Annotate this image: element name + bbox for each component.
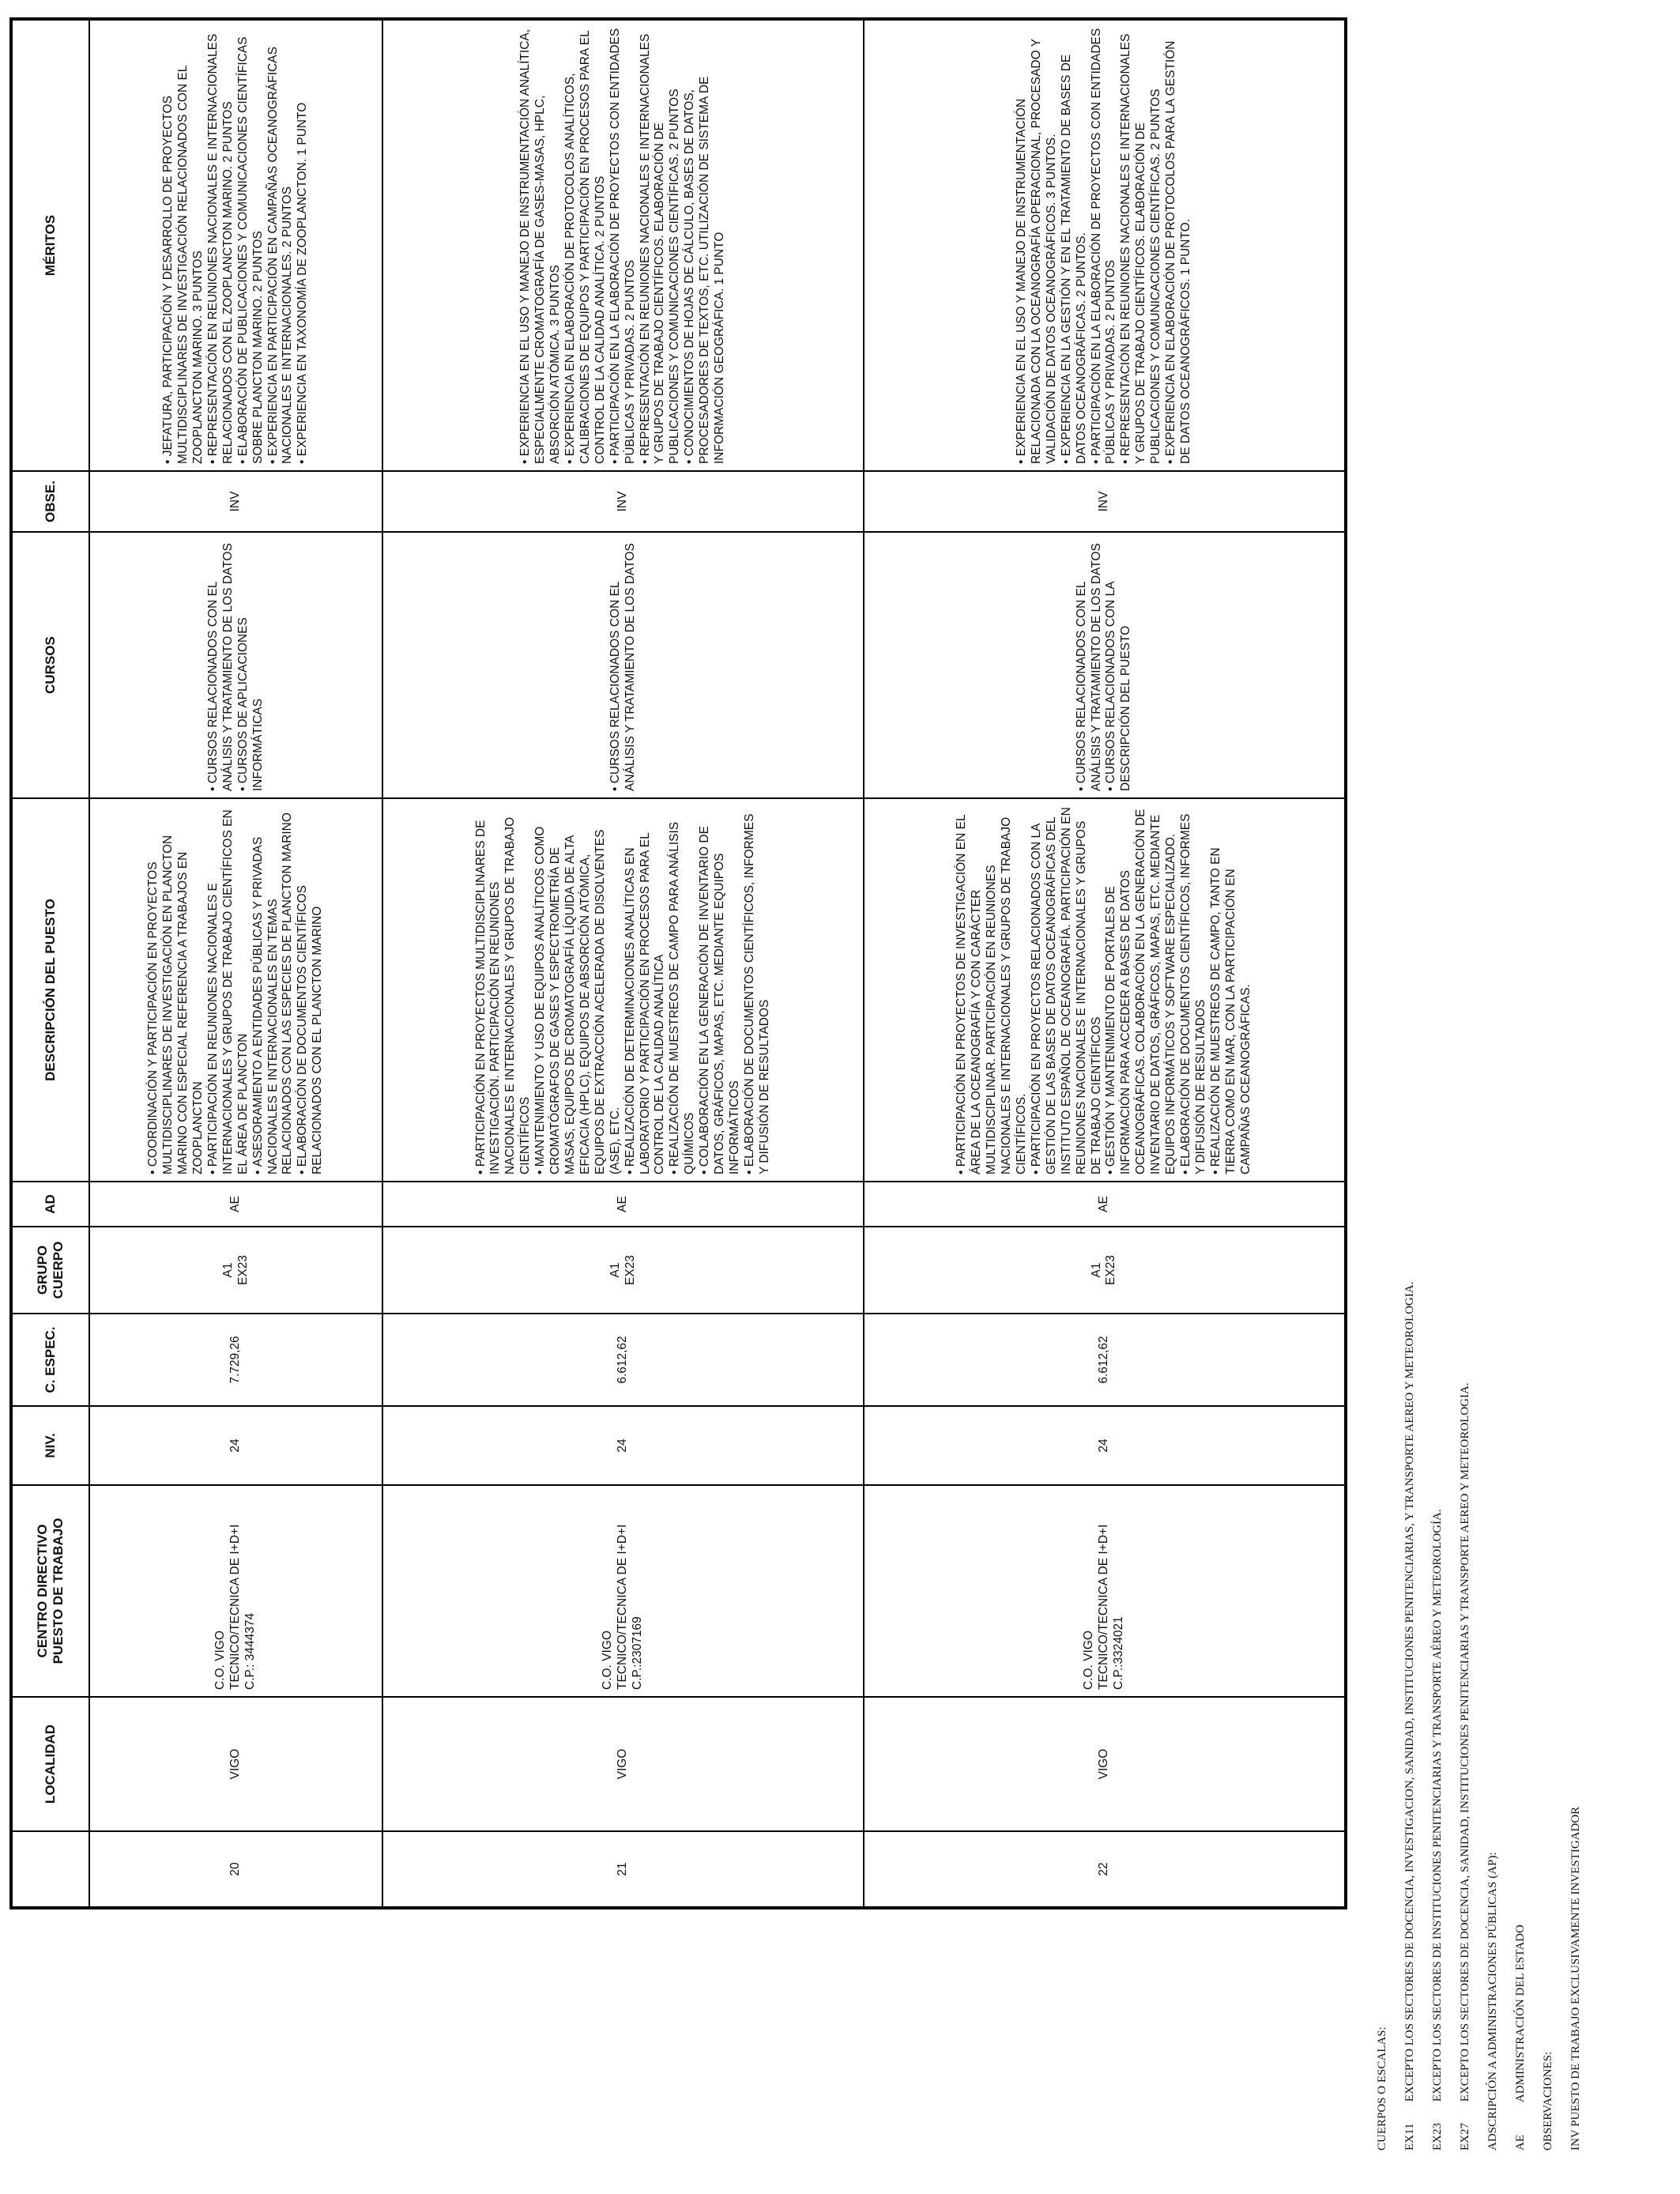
curso-item: • CURSOS DE APLICACIONES INFORMÁTICAS — [236, 539, 266, 791]
merito-item: • EXPERIENCIA EN LA GESTIÓN Y EN EL TRATAMIENTO DE BASES DE DATOS OCEANOGRÁFICAS. 2 PUNTOS. — [1060, 27, 1090, 464]
legend-inv: INV PUESTO DE TRABAJO EXCLUSIVAMENTE INVESTIGADOR — [1569, 1806, 1582, 2151]
descripcion-item: • ASESORAMIENTO A ENTIDADES PÚBLICAS Y PRIVADAS NACIONALES E INTERNACIONALES EN TEMAS RELACIONADOS CON LAS ESPECIES DE PLANCTON MARINO — [251, 805, 296, 1174]
row-descripcion — [89, 798, 382, 1182]
row-adscripcion: AE — [89, 1182, 382, 1227]
row-adscripcion: AE — [864, 1182, 1346, 1227]
legend-ex11-code: EX11 — [1403, 2123, 1416, 2151]
header-cursos: CURSOS — [11, 532, 89, 798]
legend-ex11-text: EXCEPTO LOS SECTORES DE DOCENCIA, INVESTIGACION, SANIDAD, INSTITUCIONES PENITENCIARIAS, Y TRANSPORTE AEREO Y METEOROLOGIA. — [1403, 1281, 1416, 2102]
row-nivel: 24 — [382, 1406, 864, 1485]
merito-item: • EXPERIENCIA EN EL USO Y MANEJO DE INSTRUMENTACIÓN RELACIONADA CON LA OCEANOGRAFÍA OPERACIONAL, PROCESADO Y VALIDACIÓN DE DATOS OCEANOGRÁFICOS. 3 PUNTOS. — [1015, 27, 1060, 464]
row-complemento-especifico: 6.612,62 — [864, 1314, 1346, 1406]
legend-ex23 — [1424, 491, 1452, 2151]
row-meritos — [89, 19, 382, 471]
row-grupo-cuerpo: A1 EX23 — [382, 1227, 864, 1314]
header-descripcion: DESCRIPCIÓN DEL PUESTO — [11, 798, 89, 1182]
header-grupo: GRUPO CUERPO — [11, 1227, 89, 1314]
row-cursos — [864, 532, 1346, 798]
legend-ex23-code: EX23 — [1431, 2123, 1444, 2151]
descripcion-item: • ELABORACIÓN DE DOCUMENTOS CIENTÍFICOS RELACIONADOS CON EL PLANCTON MARINO — [296, 805, 326, 1174]
legend — [1369, 491, 1590, 2151]
header-obse: OBSE. — [11, 471, 89, 532]
header-num — [11, 1831, 89, 1908]
row-adscripcion: AE — [382, 1182, 864, 1227]
legend-ex27-text: EXCEPTO LOS SECTORES DE DOCENCIA, SANIDAD, INSTITUCIONES PENITENCIARIAS Y TRANSPORTE AEREO Y METEOROLOGIA. — [1459, 1382, 1471, 2102]
legend-ex27-code: EX27 — [1459, 2123, 1471, 2151]
row-nivel: 24 — [864, 1406, 1346, 1485]
header-centro: CENTRO DIRECTIVO PUESTO DE TRABAJO — [11, 1485, 89, 1697]
row-number: 21 — [382, 1831, 864, 1908]
table-row — [89, 19, 382, 1908]
row-observaciones: INV — [864, 471, 1346, 532]
merito-item: • EXPERIENCIA EN TAXONOMÍA DE ZOOPLANCTON. 1 PUNTO — [296, 27, 311, 464]
merito-item: • REPRESENTACIÓN EN REUNIONES NACIONALES E INTERNACIONALES Y GRUPOS DE TRABAJO CIENTÍFICOS. ELABORACIÓN DE PUBLICACIONES Y COMUNICACIONES CIENTÍFICAS. 2 PUNTOS — [1119, 27, 1164, 464]
descripcion-item: • REALIZACIÓN DE MUESTREOS DE CAMPO, TANTO EN TIERRA COMO EN MAR, CON LA PARTICIPACIÓN EN CAMPAÑAS OCEANOGRÁFICAS. — [1209, 805, 1254, 1174]
merito-item: • ELABORACIÓN DE PUBLICACIONES Y COMUNICACIONES CIENTÍFICAS SOBRE PLANCTON MARINO. 2 PUNTOS — [236, 27, 266, 464]
row-cursos — [382, 532, 864, 798]
legend-ex23-text: EXCEPTO LOS SECTORES DE INSTITUCIONES PENITENCIARIAS Y TRANSPORTE AÉREO Y METEOROLOGÍA. — [1431, 1509, 1444, 2102]
legend-ae-text: ADMINISTRACIÓN DEL ESTADO — [1514, 1924, 1527, 2103]
descripcion-item: • REALIZACIÓN DE MUESTREOS DE CAMPO PARA ANÁLISIS QUÍMICOS — [668, 805, 698, 1174]
legend-ae-code: AE — [1514, 2135, 1527, 2151]
descripcion-item: • PARTICIPACIÓN EN PROYECTOS MULTIDISCIPLINARES DE INVESTIGACIÓN. PARTICIPACIÓN EN REUNIONES NACIONALES E INTERNACIONALES Y GRUPOS DE TRABAJO CIENTÍFICOS — [474, 805, 534, 1174]
row-cursos — [89, 532, 382, 798]
descripcion-item: • COLABORACIÓN EN LA GENERACIÓN DE INVENTARIO DE DATOS, GRÁFICOS, MAPAS, ETC. MEDIANTE EQUIPOS INFORMÁTICOS — [698, 805, 743, 1174]
descripcion-item: • REALIZACIÓN DE DETERMINACIONES ANALÍTICAS EN LABORATORIO Y PARTICIPACIÓN EN PROCESOS PARA EL CONTROL DE LA CALIDAD ANALÍTICA — [623, 805, 669, 1174]
header-meritos: MÉRITOS — [11, 19, 89, 471]
descripcion-item: • ELABORACIÓN DE DOCUMENTOS CIENTÍFICOS, INFORMES Y DIFUSIÓN DE RESULTADOS — [1179, 805, 1209, 1174]
merito-item: • JEFATURA, PARTICIPACIÓN Y DESARROLLO DE PROYECTOS MULTIDISCIPLINARES DE INVESTIGACIÓN RELACIONADOS CON EL ZOOPLANCTON MARINO. 3 PUNTOS — [161, 27, 206, 464]
descripcion-item: • GESTIÓN Y MANTENIMIENTO DE PORTALES DE INFORMACIÓN PARA ACCEDER A BASES DE DATOS OCEANOGRÁFICAS. COLABORACIÓN EN LA GENERACIÓN DE INVENTARIO DE DATOS, GRÁFICOS, MAPAS, ETC. MEDIANTE EQUIPOS INFORMÁTICOS Y SOFTWARE ESPECIALIZADO. — [1104, 805, 1179, 1174]
header-ad: AD — [11, 1182, 89, 1227]
row-complemento-especifico: 6.612,62 — [382, 1314, 864, 1406]
row-centro: C.O. VIGO TECNICO/TECNICA DE I+D+I C.P.:3324021 — [864, 1485, 1346, 1697]
row-centro: C.O. VIGO TECNICO/TECNICA DE I+D+I C.P.: 3444374 — [89, 1485, 382, 1697]
descripcion-item: • PARTICIPACIÓN EN PROYECTOS RELACIONADOS CON LA GESTIÓN DE LAS BASES DE DATOS OCEANOGRÁFICAS DEL INSTITUTO ESPAÑOL DE OCEANOGRAFÍA. PARTICIPACIÓN EN REUNIONES NACIONALES E INTERNACIONALES Y GRUPOS DE TRABAJO CIENTÍFICOS — [1030, 805, 1105, 1174]
table-row — [382, 19, 864, 1908]
row-meritos — [864, 19, 1346, 471]
row-nivel: 24 — [89, 1406, 382, 1485]
legend-ae — [1507, 491, 1535, 2151]
descripcion-item: • COORDINACIÓN Y PARTICIPACIÓN EN PROYECTOS MULTIDISCIPLINARES DE INVESTIGACIÓN EN PLANCTON MARINO CON ESPECIAL REFERENCIA A TRABAJOS EN ZOOPLANCTON — [146, 805, 206, 1174]
row-centro: C.O. VIGO TECNICO/TECNICA DE I+D+I C.P.:2307169 — [382, 1485, 864, 1697]
row-localidad: VIGO — [382, 1697, 864, 1831]
row-meritos — [382, 19, 864, 471]
descripcion-item: • PARTICIPACIÓN EN REUNIONES NACIONALES E INTERNACIONALES Y GRUPOS DE TRABAJO CIENTÍFICOS EN EL ÁREA DE PLANCTON — [206, 805, 251, 1174]
legend-ex27 — [1452, 491, 1479, 2151]
header-row — [11, 19, 89, 1908]
row-number: 22 — [864, 1831, 1346, 1908]
legend-adscripcion-title: ADSCRIPCIÓN A ADMINISTRACIONES PÚBLICAS (AP): — [1486, 1852, 1499, 2151]
row-observaciones: INV — [89, 471, 382, 532]
job-positions-table — [9, 17, 1347, 1909]
merito-item: • REPRESENTACIÓN EN REUNIONES NACIONALES E INTERNACIONALES Y GRUPOS DE TRABAJO CIENTÍFICOS. ELABORACIÓN DE PUBLICACIONES Y COMUNICACIONES CIENTÍFICAS. 2 PUNTOS — [638, 27, 684, 464]
header-espec: C. ESPEC. — [11, 1314, 89, 1406]
merito-item: • EXPERIENCIA EN PARTICIPACIÓN EN CAMPAÑAS OCEANOGRÁFICAS NACIONALES E INTERNACIONALES. 2 PUNTOS — [266, 27, 296, 464]
merito-item: • PARTICIPACIÓN EN LA ELABORACIÓN DE PROYECTOS CON ENTIDADES PÚBLICAS Y PRIVADAS. 2 PUNTOS — [608, 27, 638, 464]
row-complemento-especifico: 7.729,26 — [89, 1314, 382, 1406]
descripcion-item: • MANTENIMIENTO Y USO DE EQUIPOS ANALÍTICOS COMO CROMATÓGRAFOS DE GASES Y ESPECTROMETRÍA DE MASAS, EQUIPOS DE CROMATOGRAFÍA LÍQUIDA DE ALTA EFICACIA (HPLC), EQUIPOS DE ABSORCIÓN ATÓMICA, EQUIPOS DE EXTRACCIÓN ACELERADA DE DISOLVENTES (ASE), ETC. — [533, 805, 623, 1174]
legend-ex11 — [1396, 491, 1424, 2151]
row-grupo-cuerpo: A1 EX23 — [89, 1227, 382, 1314]
merito-item: • EXPERIENCIA EN ELABORACIÓN DE PROTOCOLOS ANALÍTICOS, CALIBRACIONES DE EQUIPOS Y PARTICIPACIÓN EN PROCESOS PARA EL CONTROL DE LA CALIDAD ANALÍTICA. 2 PUNTOS — [563, 27, 608, 464]
row-grupo-cuerpo: A1 EX23 — [864, 1227, 1346, 1314]
row-localidad: VIGO — [89, 1697, 382, 1831]
descripcion-item: • PARTICIPACIÓN EN PROYECTOS DE INVESTIGACIÓN EN EL ÁREA DE LA OCEANOGRAFÍA Y CON CARÁCTER MULTIDISCIPLINAR. PARTICIPACIÓN EN REUNIONES NACIONALES E INTERNACIONALES Y GRUPOS DE TRABAJO CIENTÍFICOS. — [955, 805, 1030, 1174]
legend-cuerpos-title: CUERPOS O ESCALAS: — [1376, 2026, 1388, 2151]
header-localidad: LOCALIDAD — [11, 1697, 89, 1831]
curso-item: • CURSOS RELACIONADOS CON EL ANÁLISIS Y TRATAMIENTO DE LOS DATOS — [206, 539, 236, 791]
row-observaciones: INV — [382, 471, 864, 532]
row-localidad: VIGO — [864, 1697, 1346, 1831]
table-row — [864, 19, 1346, 1908]
merito-item: • EXPERIENCIA EN ELABORACIÓN DE PROTOCOLOS PARA LA GESTIÓN DE DATOS OCEANOGRÁFICOS. 1 PUNTO. — [1164, 27, 1194, 464]
row-number: 20 — [89, 1831, 382, 1908]
curso-item: • CURSOS RELACIONADOS CON EL ANÁLISIS Y TRATAMIENTO DE LOS DATOS — [608, 539, 638, 791]
merito-item: • REPRESENTACIÓN EN REUNIONES NACIONALES E INTERNACIONALES RELACIONADOS CON EL ZOOPLANCTON MARINO. 2 PUNTOS — [206, 27, 236, 464]
merito-item: • CONOCIMIENTOS DE HOJAS DE CÁLCULO, BASES DE DATOS, PROCESADORES DE TEXTOS, ETC. UTILIZACIÓN DE SISTEMA DE INFORMACIÓN GEOGRÁFICA. 1 PUNTO — [683, 27, 728, 464]
row-descripcion — [382, 798, 864, 1182]
header-niv: NIV. — [11, 1406, 89, 1485]
legend-observaciones-title: OBSERVACIONES: — [1542, 2051, 1554, 2151]
merito-item: • PARTICIPACIÓN EN LA ELABORACIÓN DE PROYECTOS CON ENTIDADES PÚBLICAS Y PRIVADAS. 2 PUNTOS — [1090, 27, 1120, 464]
curso-item: • CURSOS RELACIONADOS CON LA DESCRIPCIÓN DEL PUESTO — [1104, 539, 1134, 791]
curso-item: • CURSOS RELACIONADOS CON EL ANÁLISIS Y TRATAMIENTO DE LOS DATOS — [1075, 539, 1105, 791]
descripcion-item: • ELABORACIÓN DE DOCUMENTOS CIENTÍFICOS, INFORMES Y DIFUSIÓN DE RESULTADOS — [743, 805, 773, 1174]
merito-item: • EXPERIENCIA EN EL USO Y MANEJO DE INSTRUMENTACIÓN ANALÍTICA, ESPECIALMENTE CROMATOGRAFÍA DE GASES-MASAS, HPLC, ABSORCIÓN ATÓMICA. 3 PUNTOS — [518, 27, 563, 464]
row-descripcion — [864, 798, 1346, 1182]
